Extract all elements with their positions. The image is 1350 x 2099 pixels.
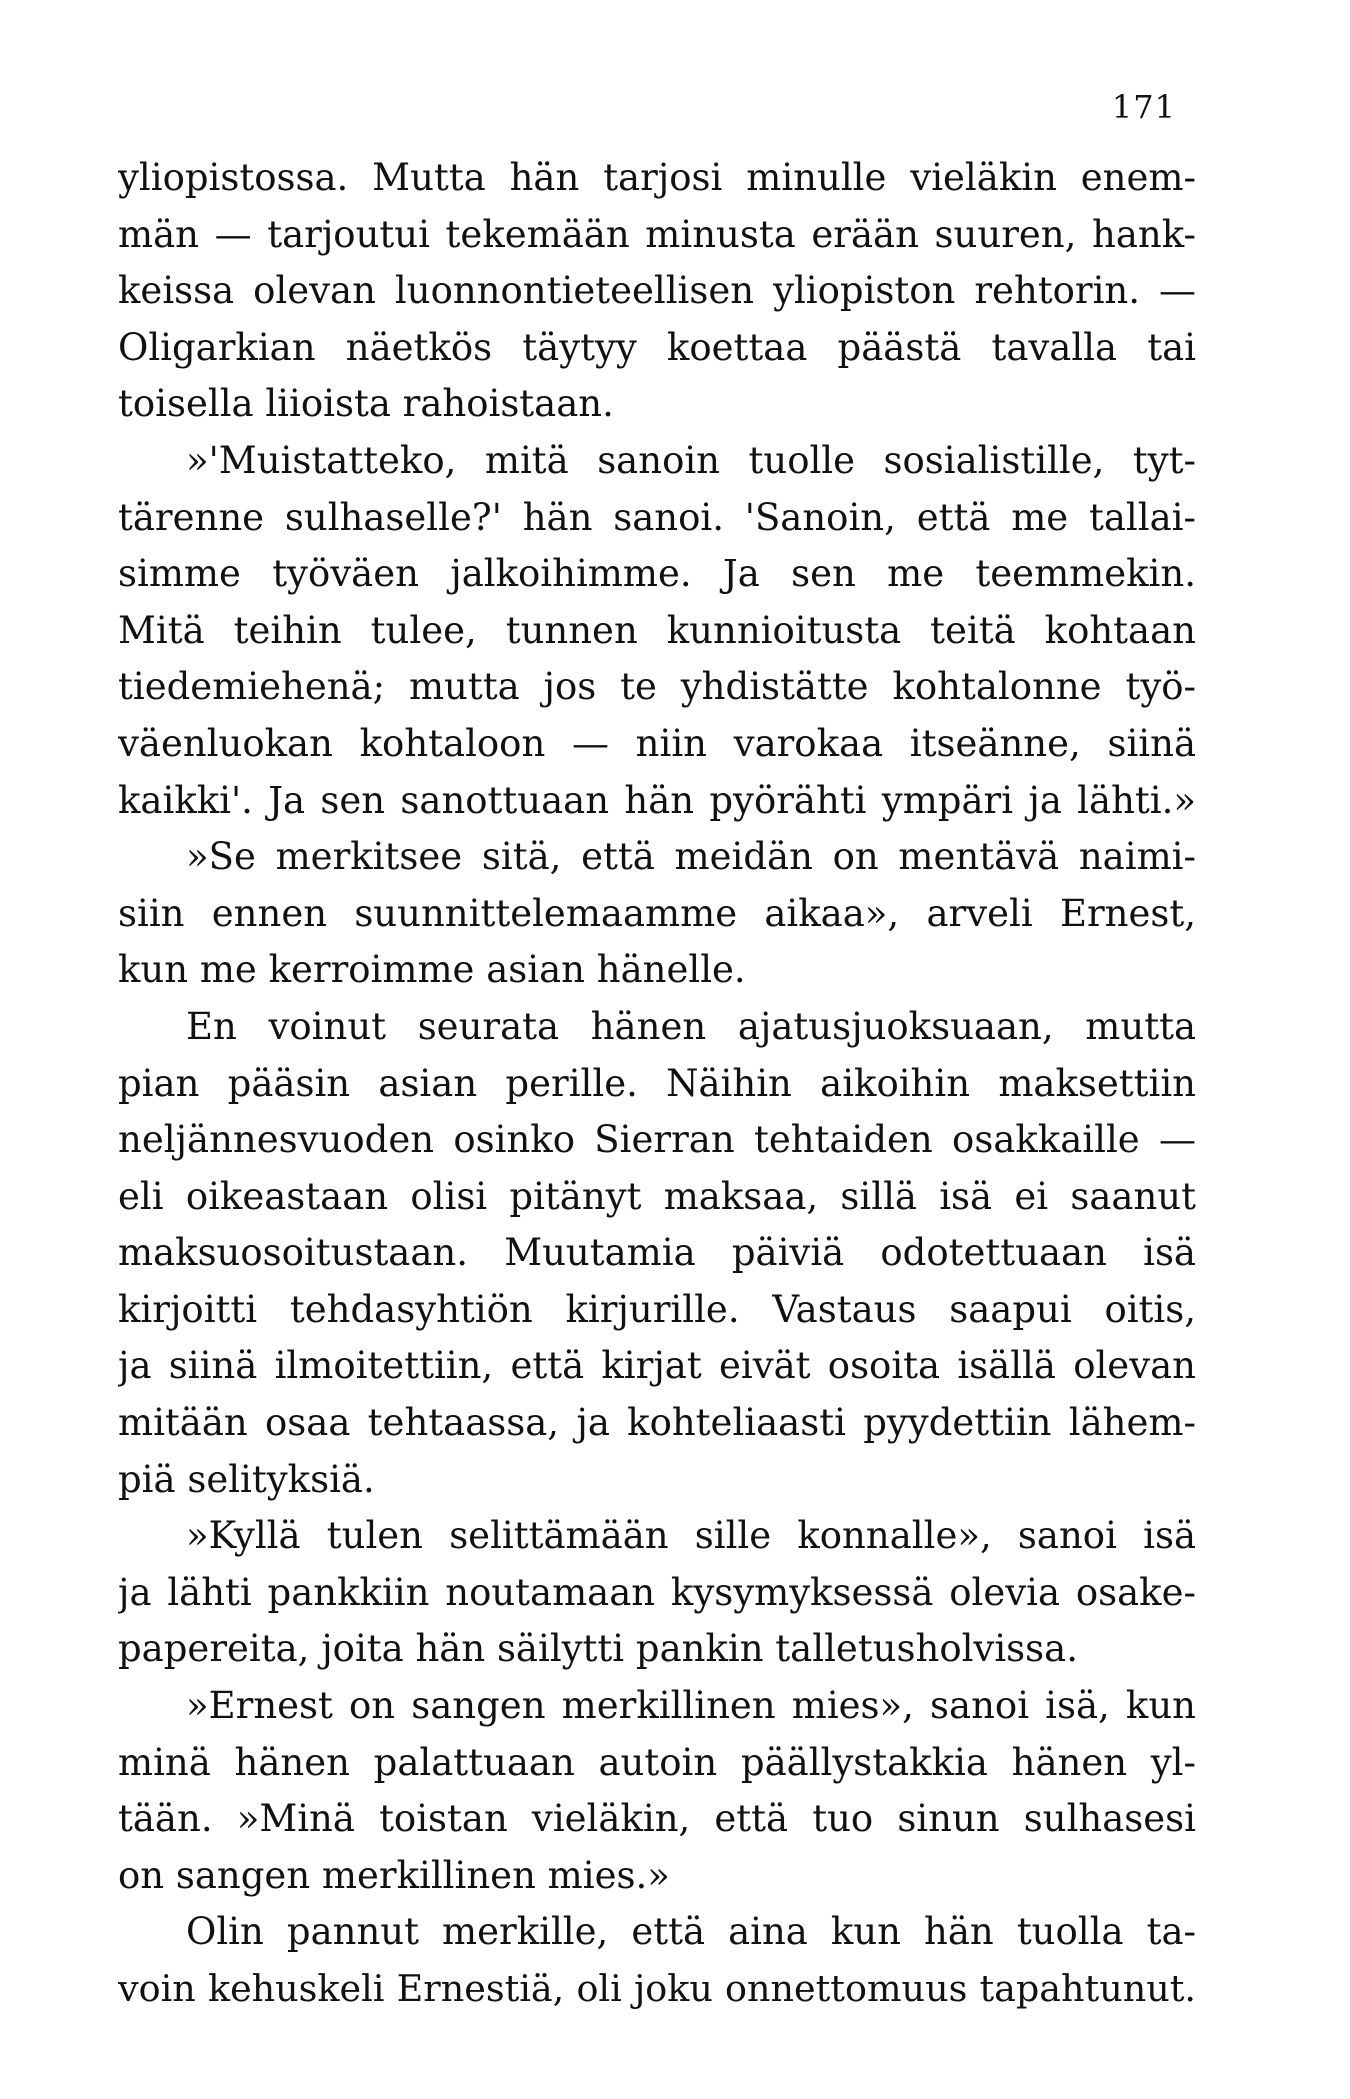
text-line: voin kehuskeli Ernestiä, oli joku onnettomuus tapahtunut. xyxy=(118,1967,1196,2010)
text-line: siin ennen suunnittelemaamme aikaa», arveli Ernest, xyxy=(118,891,1196,935)
text-line: minä hänen palattuaan autoin päällystakkia hänen yl- xyxy=(118,1740,1196,1784)
text-line: tiedemiehenä; mutta jos te yhdistätte kohtalonne työ- xyxy=(118,665,1196,709)
text-line: »Se merkitsee sitä, että meidän on mentävä naimi- xyxy=(186,835,1196,879)
text-line: on sangen merkillinen mies.» xyxy=(118,1853,670,1897)
text-line: pian pääsin asian perille. Näihin aikoihin maksettiin xyxy=(118,1061,1196,1105)
text-line: tään. »Minä toistan vieläkin, että tuo sinun sulhasesi xyxy=(118,1797,1196,1841)
text-line: kaikki'. Ja sen sanottuaan hän pyörähti ympäri ja lähti.» xyxy=(118,778,1196,822)
text-line: »Kyllä tulen selittämään sille konnalle», sanoi isä xyxy=(186,1514,1196,1558)
text-line: tärenne sulhaselle?' hän sanoi. 'Sanoin, että me tallai- xyxy=(118,495,1196,539)
text-line: »'Muistatteko, mitä sanoin tuolle sosialistille, tyt- xyxy=(186,438,1196,482)
text-line: keissa olevan luonnontieteellisen yliopiston rehtorin. — xyxy=(118,269,1196,313)
text-line: Oligarkian näetkös täytyy koettaa päästä tavalla tai xyxy=(118,325,1196,369)
text-line: eli oikeastaan olisi pitänyt maksaa, sillä isä ei saanut xyxy=(118,1174,1196,1218)
text-line: neljännesvuoden osinko Sierran tehtaiden osakkaille — xyxy=(118,1118,1196,1162)
text-line: män — tarjoutui tekemään minusta erään suuren, hank- xyxy=(118,212,1196,256)
text-line: simme työväen jalkoihimme. Ja sen me teemmekin. xyxy=(118,552,1196,596)
text-line: En voinut seurata hänen ajatusjuoksuaan, mutta xyxy=(186,1004,1196,1048)
text-line: toisella liioista rahoistaan. xyxy=(118,382,614,426)
text-line: maksuosoitustaan. Muutamia päiviä odotettuaan isä xyxy=(118,1231,1196,1275)
text-line: papereita, joita hän säilytti pankin talletusholvissa. xyxy=(118,1627,1078,1671)
text-line: mitään osaa tehtaassa, ja kohteliaasti pyydettiin lähem- xyxy=(118,1401,1196,1445)
text-line: piä selityksiä. xyxy=(118,1457,375,1501)
text-line: Olin pannut merkille, että aina kun hän tuolla ta- xyxy=(186,1910,1196,1954)
text-line: kun me kerroimme asian hänelle. xyxy=(118,948,746,992)
body-text xyxy=(118,150,1196,2018)
text-line: ja lähti pankkiin noutamaan kysymyksessä olevia osake- xyxy=(118,1570,1196,1614)
text-line: yliopistossa. Mutta hän tarjosi minulle vieläkin enem- xyxy=(118,156,1196,199)
text-line: kirjoitti tehdasyhtiön kirjurille. Vastaus saapui oitis, xyxy=(118,1287,1196,1331)
text-line: »Ernest on sangen merkillinen mies», sanoi isä, kun xyxy=(186,1684,1196,1728)
text-line: ja siinä ilmoitettiin, että kirjat eivät osoita isällä olevan xyxy=(118,1344,1196,1388)
page-number: 171 xyxy=(1111,88,1176,126)
text-line: Mitä teihin tulee, tunnen kunnioitusta teitä kohtaan xyxy=(118,608,1196,652)
text-line: väenluokan kohtaloon — niin varokaa itseänne, siinä xyxy=(118,721,1196,765)
